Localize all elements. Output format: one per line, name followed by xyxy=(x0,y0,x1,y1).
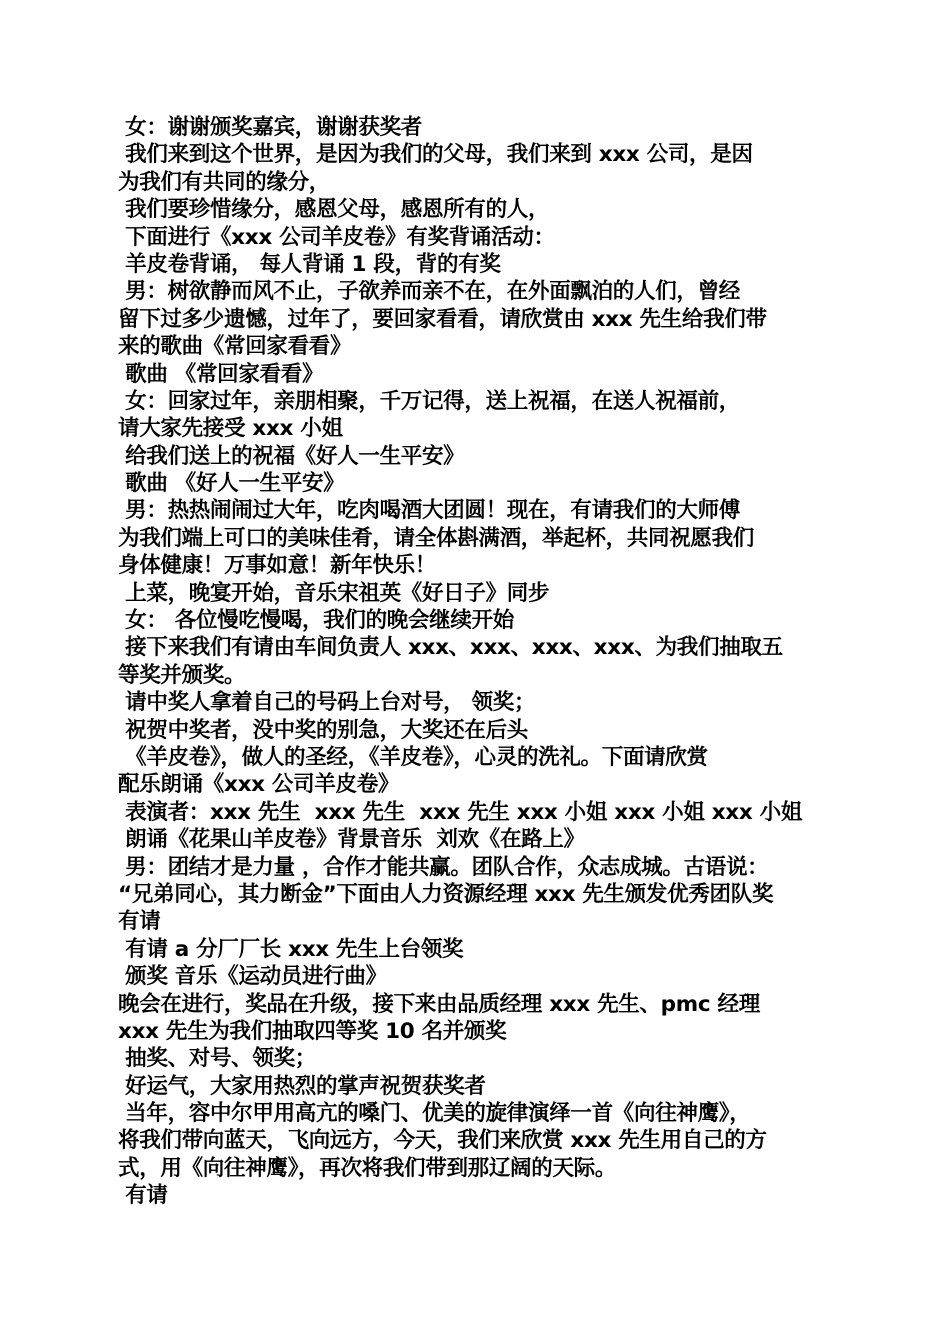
text-line: 给我们送上的祝福《好人一生平安》 xyxy=(118,443,465,469)
text-line: 为我们有共同的缘分， xyxy=(118,169,331,195)
text-line: 式，用《向往神鹰》，再次将我们带到那辽阔的天际。 xyxy=(118,1155,617,1181)
text-line: 有请 a 分厂厂长 xxx 先生上台领奖 xyxy=(118,936,464,962)
text-line: 表演者：xxx 先生 xxx 先生 xxx 先生 xxx 小姐 xxx 小姐 xxx 小姐 xyxy=(118,799,803,825)
text-line: 留下过多少遗憾，过年了，要回家看看，请欣赏由 xxx 先生给我们带 xyxy=(118,306,767,332)
text-line: 请中奖人拿着自己的号码上台对号， 领奖； xyxy=(118,690,536,716)
text-line: 晚会在进行，奖品在升级，接下来由品质经理 xxx 先生、pmc 经理 xyxy=(118,991,760,1017)
text-line: 羊皮卷背诵， 每人背诵 1 段，背的有奖 xyxy=(118,251,501,277)
text-line: 女：谢谢颁奖嘉宾，谢谢获奖者 xyxy=(118,115,422,140)
text-line: 上菜，晚宴开始，音乐宋祖英《好日子》同步 xyxy=(118,580,550,606)
text-line: 我们来到这个世界，是因为我们的父母，我们来到 xxx 公司，是因 xyxy=(118,142,753,168)
text-line: “兄弟同心，其力断金”下面由人力资源经理 xxx 先生颁发优秀团队奖 xyxy=(118,881,774,907)
text-line: 歌曲 《常回家看看》 xyxy=(118,361,324,387)
text-line: 祝贺中奖者，没中奖的别急，大奖还在后头 xyxy=(118,717,528,743)
text-line: 好运气，大家用热烈的掌声祝贺获奖者 xyxy=(118,1073,486,1099)
text-line: 我们要珍惜缘分，感恩父母，感恩所有的人， xyxy=(118,197,550,223)
text-line: 女： 各位慢吃慢喝，我们的晚会继续开始 xyxy=(118,608,514,634)
text-line: 抽奖、对号、领奖； xyxy=(118,1046,316,1072)
text-line: 下面进行《xxx 公司羊皮卷》有奖背诵活动： xyxy=(118,224,555,250)
text-line: 朗诵《花果山羊皮卷》背景音乐 刘欢《在路上》 xyxy=(118,827,585,853)
text-line: 当年，容中尔甲用高亢的嗓门、优美的旋律演绎一首《向往神鹰》， xyxy=(118,1101,751,1127)
text-line: 来的歌曲《常回家看看》 xyxy=(118,334,352,360)
text-line: 男：热热闹闹过大年，吃肉喝酒大团圆！现在，有请我们的大师傅 xyxy=(118,498,740,524)
text-line: 颁奖 音乐《运动员进行曲》 xyxy=(118,964,387,990)
text-line: 男：团结才是力量 ，合作才能共赢。团队合作，众志成城。古语说： xyxy=(118,854,769,880)
text-line: 《羊皮卷》，做人的圣经，《羊皮卷》，心灵的洗礼。下面请欣赏 xyxy=(118,744,708,770)
text-line: 身体健康！万事如意！新年快乐！ xyxy=(118,553,437,579)
text-line: 接下来我们有请由车间负责人 xxx、xxx、xxx、xxx、为我们抽取五 xyxy=(118,635,783,661)
text-line: 女：回家过年，亲朋相聚，千万记得，送上祝福，在送人祝福前， xyxy=(118,388,740,414)
text-line: 将我们带向蓝天，飞向远方，今天，我们来欣赏 xxx 先生用自己的方 xyxy=(118,1128,767,1154)
text-line: 有请 xyxy=(118,1183,168,1209)
text-line: 配乐朗诵《xxx 公司羊皮卷》 xyxy=(118,772,400,798)
text-line: 男：树欲静而风不止，子欲养而亲不在，在外面飘泊的人们，曾经 xyxy=(118,279,740,305)
text-line: 请大家先接受 xxx 小姐 xyxy=(118,416,343,442)
text-line: 为我们端上可口的美味佳肴，请全体斟满酒，举起杯，共同祝愿我们 xyxy=(118,525,755,551)
text-line: 歌曲 《好人一生平安》 xyxy=(118,471,345,497)
document-page xyxy=(118,114,838,1210)
text-line: xxx 先生为我们抽取四等奖 10 名并颁奖 xyxy=(118,1018,507,1044)
text-line: 等奖并颁奖。 xyxy=(118,662,246,688)
text-line: 有请 xyxy=(118,909,161,935)
